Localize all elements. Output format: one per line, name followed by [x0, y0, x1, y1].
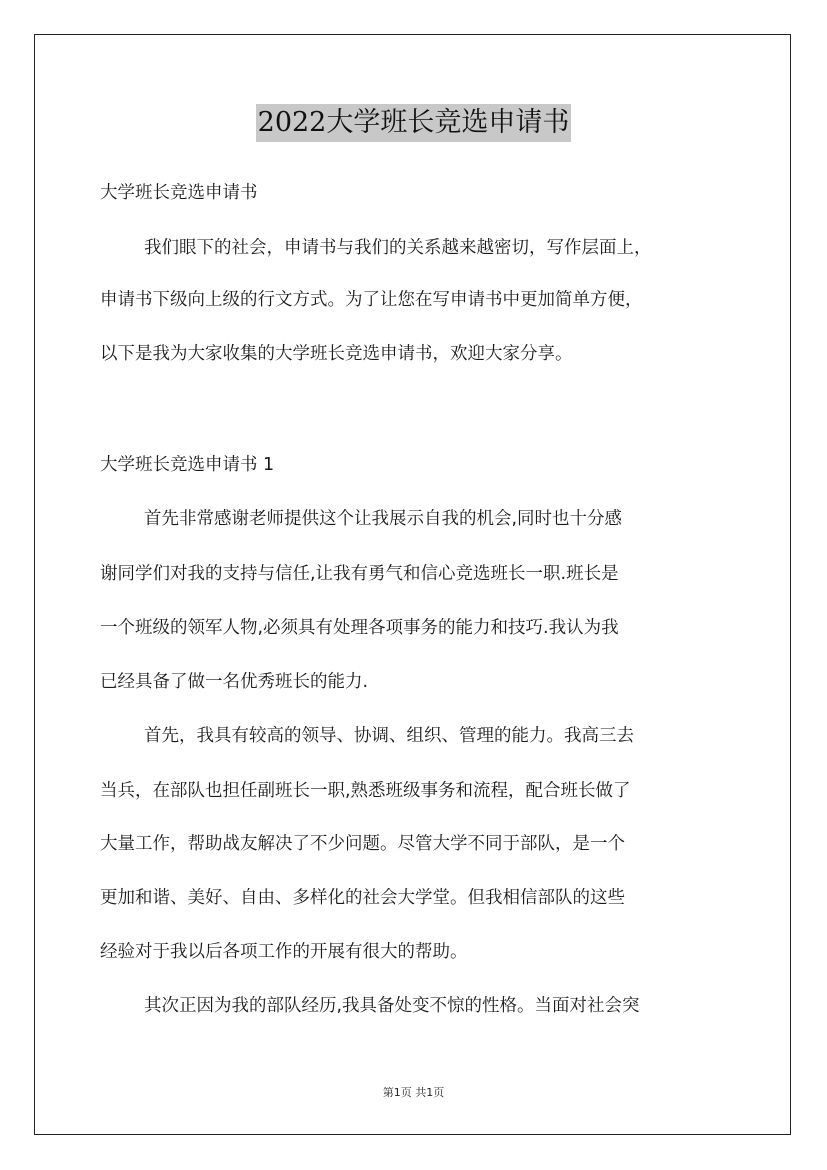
paragraph-line: 谢同学们对我的支持与信任,让我有勇气和信心竞选班长一职.班长是 [100, 564, 619, 584]
paragraph-line: 我们眼下的社会，申请书与我们的关系越来越密切，写作层面上， [144, 238, 652, 258]
paragraph-line: 以下是我为大家收集的大学班长竞选申请书，欢迎大家分享。 [100, 344, 573, 364]
paragraph-line: 首先非常感谢老师提供这个让我展示自我的机会,同时也十分感 [144, 509, 623, 529]
paragraph-line: 大量工作，帮助战友解决了不少问题。尽管大学不同于部队，是一个 [100, 834, 625, 854]
paragraph-line: 首先，我具有较高的领导、协调、组织、管理的能力。我高三去 [144, 726, 634, 746]
paragraph-line: 当兵，在部队也担任副班长一职,熟悉班级事务和流程，配合班长做了 [100, 781, 631, 801]
paragraph-line: 申请书下级向上级的行文方式。为了让您在写申请书中更加简单方便， [100, 290, 643, 310]
document-title: 2022大学班长竞选申请书 [256, 104, 572, 142]
paragraph-line: 已经具备了做一名优秀班长的能力. [100, 672, 369, 692]
title-container [0, 104, 827, 142]
paragraph-line: 其次正因为我的部队经历,我具备处变不惊的性格。当面对社会突 [144, 996, 640, 1016]
page-footer: 第1页 共1页 [382, 1086, 445, 1099]
paragraph-line: 经验对于我以后各项工作的开展有很大的帮助。 [100, 942, 468, 962]
section-heading: 大学班长竞选申请书 [100, 183, 258, 203]
paragraph-line: 一个班级的领军人物,必须具有处理各项事务的能力和技巧.我认为我 [100, 618, 619, 638]
section-heading: 大学班长竞选申请书 1 [100, 455, 275, 475]
paragraph-line: 更加和谐、美好、自由、多样化的社会大学堂。但我相信部队的这些 [100, 888, 625, 908]
